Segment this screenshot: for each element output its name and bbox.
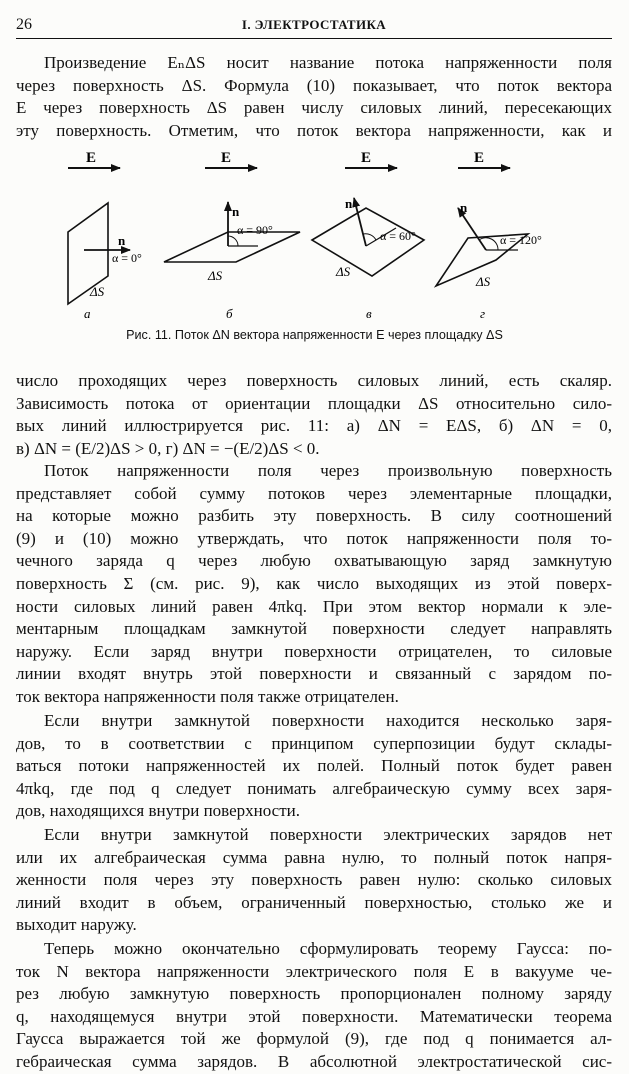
paragraph-4 xyxy=(16,710,612,823)
text-line: Гаусса выражается той же формулой (9), где под q понимается ал- xyxy=(16,1029,612,1049)
text-line: Теперь можно окончательно сформулировать теорему Гаусса: по- xyxy=(44,939,612,958)
angle-arc xyxy=(228,236,238,246)
normal-label: n xyxy=(232,204,240,219)
text-line: эту поверхность. Отметим, что поток вектора напряженности, как и xyxy=(16,120,612,140)
normal-label: n xyxy=(345,196,353,211)
field-label: E xyxy=(86,150,97,166)
text-line: E через поверхность ΔS равен числу силовых линий, пересекающих xyxy=(16,98,612,118)
text-line: Зависимость потока от ориентации площадки ΔS относительно сило- xyxy=(16,393,612,413)
text-line: (9) и (10) можно утверждать, что поток напряженности поля то- xyxy=(16,528,612,548)
running-title: I. ЭЛЕКТРОСТАТИКА xyxy=(241,17,387,32)
paragraph-6 xyxy=(16,938,612,1074)
text-line: Если внутри замкнутой поверхности электрических зарядов нет xyxy=(44,825,612,844)
page-header xyxy=(16,16,612,39)
angle-label: α = 90° xyxy=(237,223,273,237)
text-line: ментарным площадкам замкнутой поверхности следует направлять xyxy=(16,619,612,639)
paragraph-3 xyxy=(16,460,612,709)
panel-a xyxy=(68,150,142,321)
paragraph-5 xyxy=(16,824,612,937)
area-label: ΔS xyxy=(336,264,351,279)
panel-letter: а xyxy=(84,306,91,321)
field-label: E xyxy=(221,150,232,166)
panel-g xyxy=(436,150,542,321)
normal-arrow xyxy=(354,198,366,246)
text-line: ности силовых линий равен 4πkq. При этом вектор нормали к эле- xyxy=(16,596,612,616)
text-line: наружу. Если заряд внутри поверхности отрицателен, то силовые xyxy=(16,641,612,661)
angle-label: α = 0° xyxy=(112,251,142,265)
text-line: Если внутри замкнутой поверхности находится несколько заря- xyxy=(44,711,612,730)
text-line: q, находящемуся внутри этой поверхности. Математически теорема xyxy=(16,1006,612,1026)
panel-letter: в xyxy=(366,306,372,321)
figure-11 xyxy=(0,140,629,350)
text-line: Произведение EₙΔS носит название потока напряженности поля xyxy=(44,53,612,72)
panel-letter: б xyxy=(226,306,233,321)
angle-label: α = 60° xyxy=(380,229,416,243)
area-label: ΔS xyxy=(476,274,491,289)
text-line: в) ΔN = (E/2)ΔS > 0, г) ΔN = −(E/2)ΔS < 0. xyxy=(16,438,320,458)
text-line: ток N вектора напряженности электрического поля E в вакууме че- xyxy=(16,961,612,981)
normal-label: n xyxy=(460,200,468,215)
text-line: гебраическая сумма зарядов. В абсолютной электростатической сис- xyxy=(16,1051,612,1071)
text-line: дов, то в соответствии с принципом суперпозиции будут склады- xyxy=(16,733,612,753)
text-line: ваться потоки напряженностей их полей. Полный поток будет равен xyxy=(16,756,612,776)
paragraph-2 xyxy=(16,370,612,460)
text-line: рез любую замкнутую поверхность пропорционален полному заряду xyxy=(16,984,612,1004)
panel-v xyxy=(312,150,424,321)
text-line: вых линий иллюстрируется рис. 11: а) ΔN = EΔS, б) ΔN = 0, xyxy=(16,416,612,436)
figure-caption: Рис. 11. Поток ΔN вектора напряженности E через площадку ΔS xyxy=(126,328,503,342)
page-number: 26 xyxy=(16,16,32,33)
text-line: поверхность Σ (см. рис. 9), как число выходящих из этой поверх- xyxy=(16,573,612,593)
text-line: ток вектора напряженности поля также отрицателен. xyxy=(16,686,399,706)
text-line: Поток напряженности поля через произвольную поверхность xyxy=(44,461,612,480)
area-label: ΔS xyxy=(208,268,223,283)
text-line: число проходящих через поверхность силовых линий, есть скаляр. xyxy=(16,371,612,390)
panel-letter: г xyxy=(480,306,486,321)
normal-label: n xyxy=(118,233,126,248)
angle-label: α = 120° xyxy=(500,233,542,247)
text-line: через поверхность ΔS. Формула (10) показывает, что поток вектора xyxy=(16,75,612,95)
text-line: линии входят внутрь этой поверхности и связанный с зарядом по- xyxy=(16,664,612,684)
paragraph-1 xyxy=(16,52,612,142)
text-line: представляет собой сумму потоков через элементарные площадки, xyxy=(16,483,612,503)
panel-b xyxy=(164,150,300,321)
field-label: E xyxy=(361,150,372,166)
text-line: линий входит в объем, ограниченный поверхностью, столько же и xyxy=(16,892,612,912)
text-line: дов, находящихся внутри поверхности. xyxy=(16,801,300,821)
text-line: чечного заряда q через любую охватывающую заряд замкнутую xyxy=(16,551,612,571)
text-line: выходит наружу. xyxy=(16,915,137,935)
area-label: ΔS xyxy=(90,284,105,299)
text-line: или их алгебраическая сумма равна нулю, то полный поток напря- xyxy=(16,847,612,867)
text-line: на которые можно разбить эту поверхность. В силу соотношений xyxy=(16,506,612,526)
text-line: 4πkq, где под q следует понимать алгебраическую сумму всех заря- xyxy=(16,778,612,798)
text-line: женности поля через эту поверхность равен нулю: сколько силовых xyxy=(16,870,612,890)
field-label: E xyxy=(474,150,485,166)
